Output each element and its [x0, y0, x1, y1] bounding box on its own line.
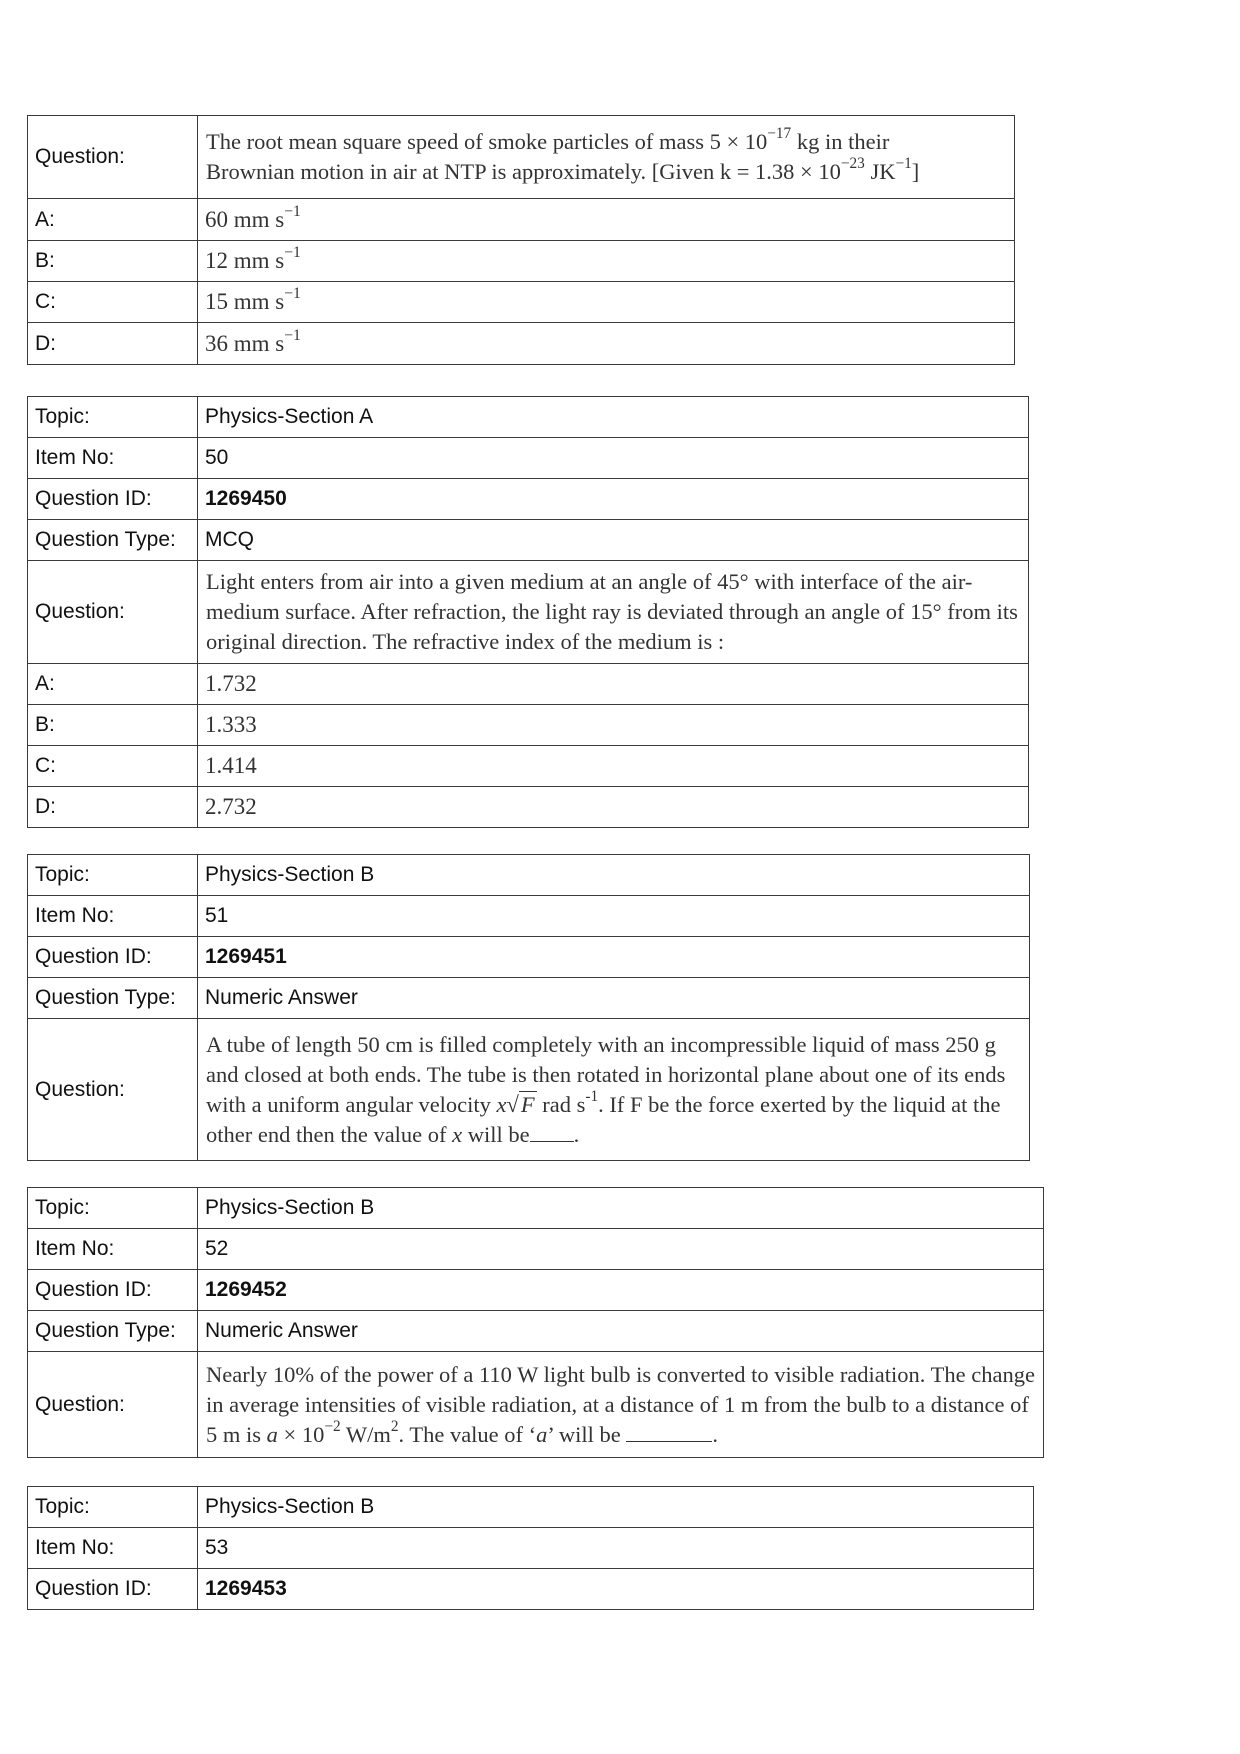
variable-x: x: [496, 1091, 507, 1117]
item-row: [28, 896, 1030, 937]
question-id-label: Question ID:: [28, 937, 198, 978]
exponent: −1: [284, 244, 301, 261]
question-label: Question:: [28, 1019, 198, 1161]
variable-x: x: [452, 1121, 463, 1147]
topic-label: Topic:: [28, 1188, 198, 1229]
question-type-value: Numeric Answer: [198, 978, 1030, 1019]
question-id-value: 1269452: [198, 1270, 1044, 1311]
item-value: 50: [198, 438, 1029, 479]
question-text-part: The root mean square speed of smoke particles of mass 5 × 10: [206, 129, 768, 154]
exponent: -1: [585, 1087, 599, 1105]
topic-label: Topic:: [28, 1487, 198, 1528]
question-type-row: [28, 520, 1029, 561]
question-text-part: kg in their: [791, 129, 890, 154]
option-value: [198, 199, 1015, 241]
question-type-label: Question Type:: [28, 1311, 198, 1352]
question-id-label: Question ID:: [28, 1569, 198, 1610]
option-value: 2.732: [198, 787, 1029, 828]
topic-row: [28, 397, 1029, 438]
exponent: −23: [840, 155, 865, 173]
question-id-value: 1269451: [198, 937, 1030, 978]
option-label: C:: [28, 282, 198, 323]
question-label: Question:: [28, 1352, 198, 1458]
question-table-52: [27, 1187, 1044, 1458]
variable-a: a: [536, 1421, 548, 1447]
question-text-part: . If F be the force exerted by the liquid at the other end then the value of: [206, 1091, 1001, 1147]
question-type-row: [28, 1311, 1044, 1352]
topic-row: [28, 855, 1030, 896]
item-value: 51: [198, 896, 1030, 937]
exponent: −1: [895, 155, 912, 173]
question-id-row: [28, 1270, 1044, 1311]
topic-value: Physics-Section B: [198, 855, 1030, 896]
option-row-c: [28, 282, 1015, 323]
question-text-part: . The value of ‘: [398, 1421, 537, 1447]
option-label: D:: [28, 323, 198, 365]
question-text-part: will be: [462, 1121, 530, 1147]
option-value: 1.732: [198, 664, 1029, 705]
item-row: [28, 1528, 1034, 1569]
option-row-b: [28, 241, 1015, 282]
exponent: 2: [390, 1417, 399, 1435]
question-text: [198, 1019, 1030, 1161]
answer-blank: [626, 1423, 712, 1442]
option-text: 60 mm s: [205, 206, 285, 232]
option-row-d: [28, 323, 1015, 365]
question-row: [28, 561, 1029, 664]
question-table-53: [27, 1486, 1034, 1610]
item-row: [28, 438, 1029, 479]
option-label: A:: [28, 199, 198, 241]
option-label: A:: [28, 664, 198, 705]
question-text-part: × 10: [277, 1421, 325, 1447]
option-value: [198, 323, 1015, 365]
question-text: [198, 1352, 1044, 1458]
question-type-label: Question Type:: [28, 520, 198, 561]
question-table-50: [27, 396, 1029, 828]
exponent: −1: [284, 202, 301, 220]
question-text-part: .: [573, 1121, 580, 1147]
option-label: D:: [28, 787, 198, 828]
answer-blank: [530, 1123, 574, 1142]
question-text-part: rad s: [536, 1091, 586, 1117]
question-label: Question:: [28, 116, 198, 199]
question-text: Light enters from air into a given medium at an angle of 45° with interface of the air-medium surface. After refraction, the light ray is deviated through an angle of 15° from its original direction. The refractive index of the medium is :: [198, 561, 1029, 664]
topic-row: [28, 1487, 1034, 1528]
question-row: [28, 116, 1015, 199]
exponent: −17: [767, 125, 792, 143]
question-id-label: Question ID:: [28, 479, 198, 520]
question-id-row: [28, 937, 1030, 978]
question-text-part: ’ will be: [547, 1421, 627, 1447]
item-value: 53: [198, 1528, 1034, 1569]
question-text-part: JK: [864, 159, 896, 184]
exponent: −1: [284, 326, 301, 344]
option-value: 1.414: [198, 746, 1029, 787]
option-value: [198, 282, 1015, 323]
question-row: [28, 1019, 1030, 1161]
option-row-a: [28, 664, 1029, 705]
question-id-row: [28, 479, 1029, 520]
item-value: 52: [198, 1229, 1044, 1270]
sqrt-expression: x√F: [496, 1091, 535, 1117]
item-label: Item No:: [28, 1229, 198, 1270]
question-text-part: ]: [911, 159, 920, 184]
option-text: 15 mm s: [205, 289, 285, 314]
topic-value: Physics-Section B: [198, 1188, 1044, 1229]
option-value: [198, 241, 1015, 282]
option-label: B:: [28, 241, 198, 282]
question-type-value: MCQ: [198, 520, 1029, 561]
option-row-a: [28, 199, 1015, 241]
question-text-part: W/m: [340, 1421, 391, 1447]
option-label: B:: [28, 705, 198, 746]
item-row: [28, 1229, 1044, 1270]
question-id-value: 1269450: [198, 479, 1029, 520]
variable-a: a: [266, 1421, 278, 1447]
option-text: 36 mm s: [205, 330, 285, 356]
option-row-c: [28, 746, 1029, 787]
option-row-b: [28, 705, 1029, 746]
topic-label: Topic:: [28, 397, 198, 438]
question-table-51: [27, 854, 1030, 1161]
option-label: C:: [28, 746, 198, 787]
topic-value: Physics-Section B: [198, 1487, 1034, 1528]
topic-value: Physics-Section A: [198, 397, 1029, 438]
question-row: [28, 1352, 1044, 1458]
topic-row: [28, 1188, 1044, 1229]
question-text-part: A tube of length 50 cm is filled completely with an incompressible liquid of mass 250 g and closed at both ends. The tube is then rotated in horizontal plane about one of its ends with a uniform angular velocity: [206, 1031, 1006, 1117]
question-id-label: Question ID:: [28, 1270, 198, 1311]
question-table-49: [27, 115, 1015, 365]
option-text: 12 mm s: [205, 248, 285, 273]
option-value: 1.333: [198, 705, 1029, 746]
question-type-row: [28, 978, 1030, 1019]
question-text-part: Brownian motion in air at NTP is approximately. [Given k = 1.38 × 10: [206, 159, 841, 184]
exponent: −1: [284, 285, 301, 302]
exponent: −2: [324, 1417, 341, 1435]
variable-f: F: [520, 1091, 535, 1117]
question-id-value: 1269453: [198, 1569, 1034, 1610]
option-row-d: [28, 787, 1029, 828]
question-id-row: [28, 1569, 1034, 1610]
question-text-part: Nearly 10% of the power of a 110 W light bulb is converted to visible radiation. The change in average intensities of visible radiation, at a distance of 1 m from the bulb to a distance of 5 m is: [206, 1361, 1035, 1447]
question-label: Question:: [28, 561, 198, 664]
question-type-value: Numeric Answer: [198, 1311, 1044, 1352]
item-label: Item No:: [28, 1528, 198, 1569]
question-text: [198, 116, 1015, 199]
topic-label: Topic:: [28, 855, 198, 896]
question-type-label: Question Type:: [28, 978, 198, 1019]
item-label: Item No:: [28, 438, 198, 479]
question-text-part: .: [712, 1421, 718, 1447]
item-label: Item No:: [28, 896, 198, 937]
